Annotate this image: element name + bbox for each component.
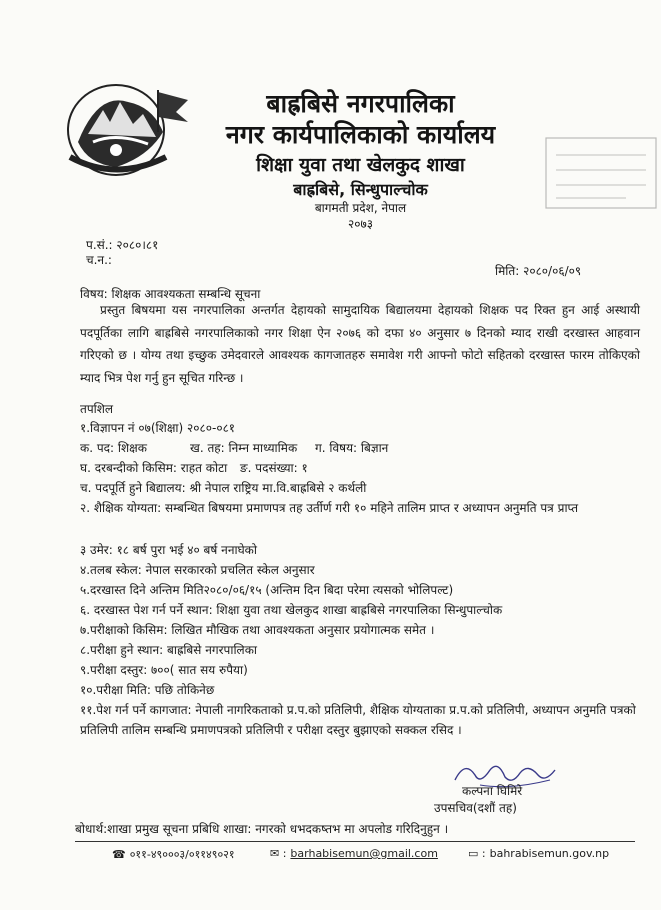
list-item: ९.परीक्षा दस्तुर: ७००( सात सय रुपैया) [80,663,248,677]
location: बाह्रबिसे, सिन्धुपाल्चोक [293,180,428,199]
post-count-field: ङ. पदसंख्या: १ [240,461,308,475]
signer-title: उपसचिव(दशौं तह) [434,801,517,815]
list-item: १०.परीक्षा मिति: पछि तोकिनेछ [80,683,215,697]
signer-name: कल्पना घिमिरे [462,784,523,798]
quota-field: घ. दरबन्दीको किसिम: राहत कोटा [80,461,228,475]
computer-icon: ▭ : [468,847,486,860]
received-stamp-icon [536,130,661,215]
office-name: नगर कार्यपालिकाको कार्यालय [225,120,496,149]
list-item: २. शैक्षिक योग्यता: सम्बन्धित बिषयमा प्रमाणपत्र तह उर्तीर्ण गरी १० महिने तालिम प्राप्त र अध्यापन अनुमति पत्र प्राप्त [80,501,579,515]
list-item: ६. दरखास्त पेश गर्न पर्ने स्थान: शिक्षा युवा तथा खेलकुद शाखा बाह्रबिसे नगरपालिका सिन्धुपाल्चोक [80,603,503,617]
level-field: ख. तह: निम्न माध्यामिक [190,441,298,455]
list-item [80,438,645,458]
details-heading: तपशिल [80,402,114,416]
footer-divider [75,841,635,842]
notice-paragraph: प्रस्तुत बिषयमा यस नगरपालिका अन्तर्गत देहायको सामुदायिक बिद्यालयमा देहायको शिक्षक पद रिक्त हुन आई अस्थायी पदपूर्तिका लागि बाह्रबिसे नगरपालिकाको नगर शिक्षा ऐन २०७६ को दफा ४० अनुसार ७ दिनको म्याद राखी दरखास्त आहवान गरिएको छ । योग्य तथा इच्छुक उमेदवारले आवश्यक कागजातहरु समावेश गरी आफ्नो फोटो सहितको दरखास्त फारम तोकिएको म्याद भित्र पेश गर्नु हुन सूचित गरिन्छ । [80,303,640,385]
established-year: २०७३ [348,217,373,231]
list-item: ३ उमेर: १८ बर्ष पुरा भई ४० बर्ष ननाघेको [80,543,257,557]
dispatch-number: च.न.: [86,253,112,267]
list-item: ११.पेश गर्न पर्ने कागजात: नेपाली नागरिकताको प्र.प.को प्रतिलिपी, शैक्षिक योग्यताका प्र.प.को प्रतिलिपी, अध्यापन अनुमति पत्रको प्रतिलिपी तालिम सम्बन्धि प्रमाणपत्रको प्रतिलिपी र परीक्षा दस्तुर बुझाएको सक्कल रसिद । [80,703,636,737]
email-icon: ✉ : [270,847,287,860]
telephone-icon: ☎ [112,848,126,861]
email-link[interactable]: barhabisemun@gmail.com [290,847,438,860]
subject-field: ग. विषय: बिज्ञान [315,441,389,455]
cc-note: बोधार्थ:शाखा प्रमुख सूचना प्रबिधि शाखा: नगरको धभदकष्तभ मा अपलोड गरिदिनुहुन । [75,822,449,836]
list-item: ४.तलब स्केल: नेपाल सरकारको प्रचलित स्केल अनुसार [80,563,315,577]
list-item: ७.परीक्षाको किसिम: लिखित मौखिक तथा आवश्यकता अनुसार प्रयोगात्मक समेत । [80,623,435,637]
list-item: च. पदपूर्ति हुने बिद्यालय: श्री नेपाल राष्ट्रिय मा.वि.बाह्रबिसे २ कर्थली [80,481,367,495]
website-link[interactable]: bahrabisemun.gov.np [489,847,610,860]
subject-line: विषय: शिक्षक आवश्यकता सम्बन्धि सूचना [80,287,261,301]
document-date: मिति: २०८०/०६/०९ [495,264,582,278]
footer-phone [112,847,235,862]
list-item [80,458,645,478]
footer-website [468,847,609,860]
phone-number: ०११-४९०००३/०११४९०२१ [129,848,235,861]
province: बागमती प्रदेश, नेपाल [314,201,407,215]
list-item: ८.परीक्षा हुने स्थान: बाह्रबिसे नगरपालिका [80,643,258,657]
list-item: १.विज्ञापन नं ०७(शिक्षा) २०८०-०८१ [80,421,236,435]
list-item: ५.दरखास्त दिने अन्तिम मिति२०८०/०६/१५ (अन्तिम दिन बिदा परेमा त्यसको भोलिपल्ट) [80,583,454,597]
section-name: शिक्षा युवा तथा खेलकुद शाखा [256,154,465,176]
footer-email [270,847,438,860]
post-field: क. पद: शिक्षक [80,441,147,455]
municipality-name: बाह्रबिसे नगरपालिका [266,89,455,118]
reference-number: प.सं.: २०८०।८१ [86,238,159,252]
